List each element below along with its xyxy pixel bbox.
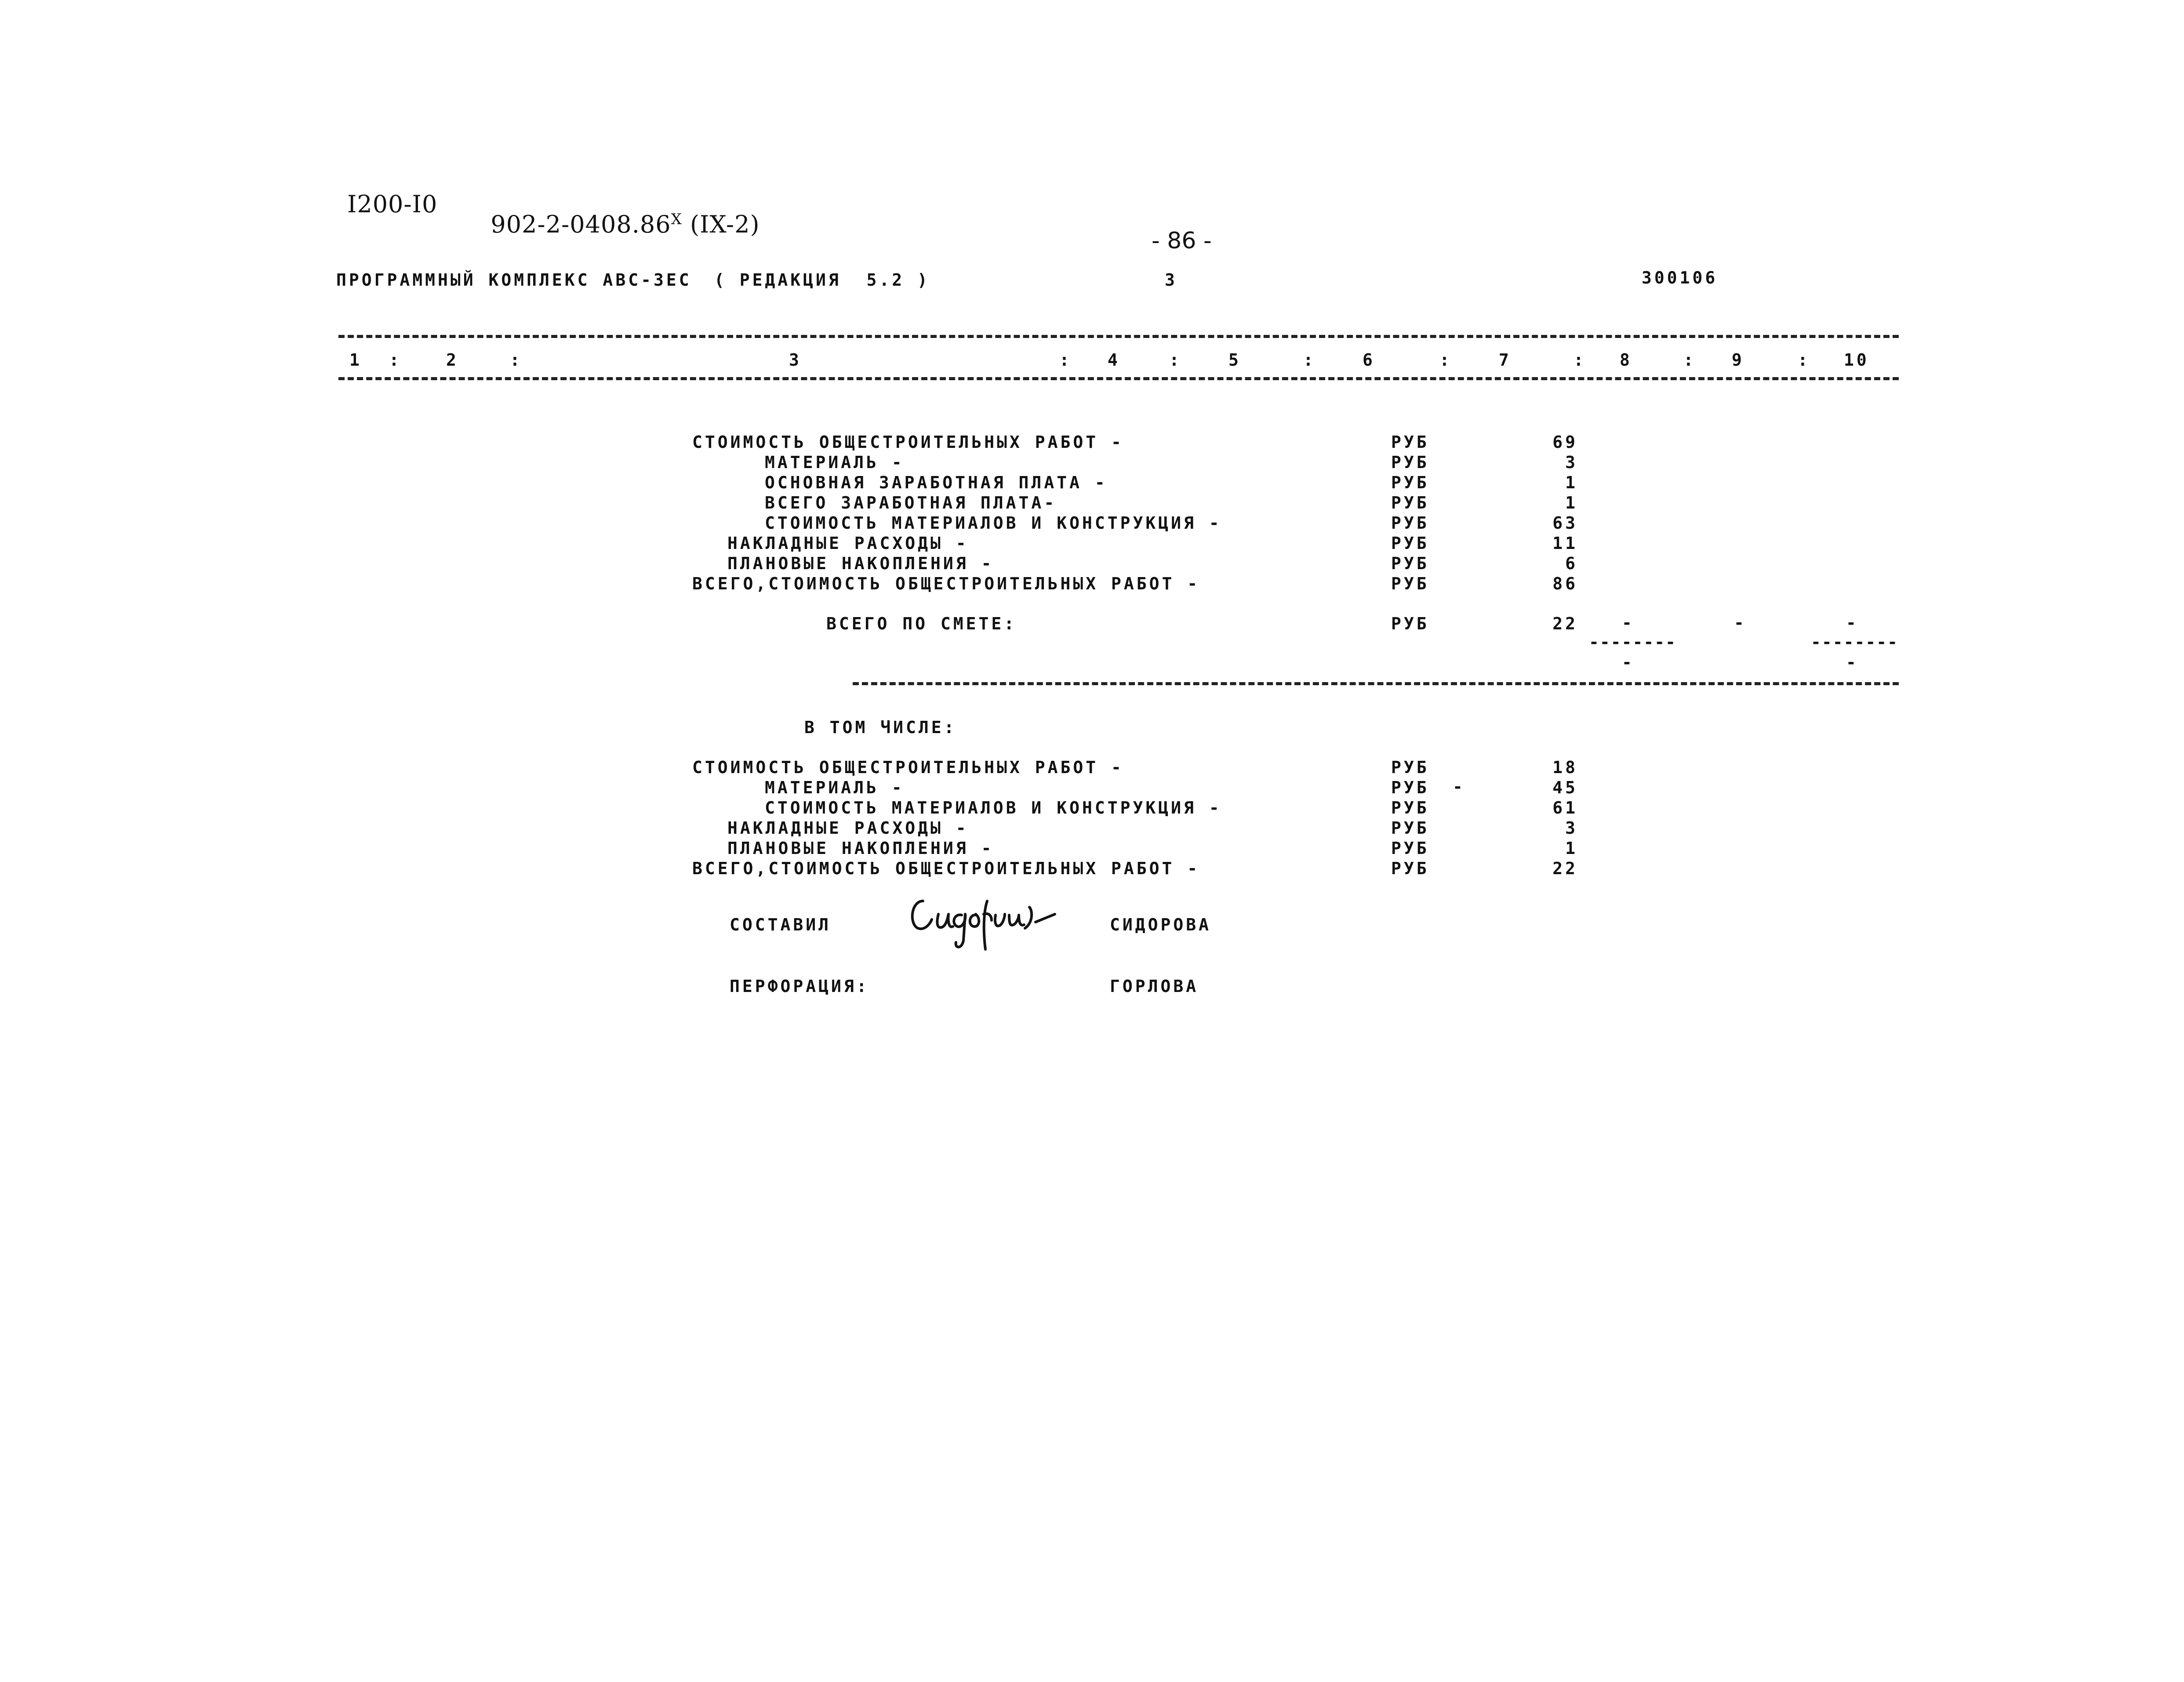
column-header-6: 6 xyxy=(1363,350,1375,370)
row-value: 69 xyxy=(1552,432,1578,452)
row-unit: РУБ xyxy=(1391,574,1429,593)
column-header-8: 8 xyxy=(1620,350,1632,370)
row-label: ВСЕГО,СТОИМОСТЬ ОБЩЕСТРОИТЕЛЬНЫХ РАБОТ - xyxy=(692,859,1200,878)
column-sep-6: : xyxy=(1439,350,1452,370)
total-underline-col10: -------- xyxy=(1811,632,1899,652)
row-label: ПЛАНОВЫЕ НАКОПЛЕНИЯ - xyxy=(727,554,994,573)
row-unit: РУБ xyxy=(1391,432,1429,452)
program-edition: ( РЕДАКЦИЯ 5.2 ) xyxy=(714,270,930,290)
column-sep-8: : xyxy=(1683,350,1696,370)
row-label: СТОИМОСТЬ МАТЕРИАЛОВ И КОНСТРУКЦИЯ - xyxy=(765,513,1222,533)
row-label: МАТЕРИАЛЬ - xyxy=(765,778,905,797)
header-rule-top xyxy=(338,335,1899,338)
column-header-3: 3 xyxy=(789,350,802,370)
total-label: ВСЕГО ПО СМЕТЕ: xyxy=(826,614,1017,633)
row-label: ВСЕГО ЗАРАБОТНАЯ ПЛАТА- xyxy=(765,493,1057,512)
row-label: СТОИМОСТЬ ОБЩЕСТРОИТЕЛЬНЫХ РАБОТ - xyxy=(692,432,1124,452)
in-total-label: В ТОМ ЧИСЛЕ: xyxy=(804,718,957,737)
sheet-number: 3 xyxy=(1165,270,1177,290)
row-value: 3 xyxy=(1565,453,1578,472)
column-sep-4: : xyxy=(1169,350,1182,370)
project-number: 902-2-0408.86 xyxy=(491,211,671,238)
row-label: НАКЛАДНЫЕ РАСХОДЫ - xyxy=(727,818,969,838)
row-value: 3 xyxy=(1565,818,1578,838)
perforation-name: ГОРЛОВА xyxy=(1110,977,1199,996)
project-superscript: X xyxy=(671,211,682,228)
row-unit: РУБ xyxy=(1391,534,1429,553)
column-sep-9: : xyxy=(1798,350,1810,370)
row-label: СТОИМОСТЬ МАТЕРИАЛОВ И КОНСТРУКЦИЯ - xyxy=(765,798,1222,817)
row-unit: РУБ xyxy=(1391,493,1429,512)
handwritten-signature xyxy=(905,888,1064,954)
column-sep-5: : xyxy=(1303,350,1316,370)
row-label: ПЛАНОВЫЕ НАКОПЛЕНИЯ - xyxy=(727,839,994,858)
compiled-name: СИДОРОВА xyxy=(1110,915,1212,934)
header-rule-bottom xyxy=(338,377,1899,380)
row-value: 22 xyxy=(1552,859,1578,878)
column-sep-1: : xyxy=(389,350,402,370)
project-code xyxy=(475,188,760,236)
total-dash-col8: - xyxy=(1622,613,1635,632)
row-unit: РУБ xyxy=(1391,798,1429,817)
column-header-7: 7 xyxy=(1499,350,1512,370)
row-label: ОСНОВНАЯ ЗАРАБОТНАЯ ПЛАТА - xyxy=(765,473,1108,492)
row-label: МАТЕРИАЛЬ - xyxy=(765,453,905,472)
row-value: 45 xyxy=(1552,778,1578,797)
total-underline-col8: -------- xyxy=(1589,632,1677,652)
program-title: ПРОГРАММНЫЙ КОМПЛЕКС АВС-3ЕС xyxy=(336,270,692,290)
column-header-5: 5 xyxy=(1228,350,1241,370)
compiled-label: СОСТАВИЛ xyxy=(730,915,832,934)
column-header-2: 2 xyxy=(446,350,459,370)
row-value: 11 xyxy=(1552,534,1578,553)
row-unit: РУБ xyxy=(1391,513,1429,533)
row-unit: РУБ xyxy=(1391,453,1429,472)
row-label: НАКЛАДНЫЕ РАСХОДЫ - xyxy=(727,534,969,553)
stamp-code: I200-I0 xyxy=(347,190,438,218)
total-subdash-col8: - xyxy=(1622,653,1635,672)
row-value: 1 xyxy=(1565,493,1578,512)
project-suffix: (IX-2) xyxy=(690,211,760,238)
column-sep-3: : xyxy=(1059,350,1072,370)
total-unit: РУБ xyxy=(1391,614,1429,633)
row-value: 1 xyxy=(1565,839,1578,858)
row-value: 6 xyxy=(1565,554,1578,573)
column-header-9: 9 xyxy=(1732,350,1744,370)
column-header-10: 10 xyxy=(1844,350,1869,370)
row-value: 18 xyxy=(1552,758,1578,777)
total-value: 22 xyxy=(1552,614,1578,633)
row-value: 63 xyxy=(1552,513,1578,533)
row-label: ВСЕГО,СТОИМОСТЬ ОБЩЕСТРОИТЕЛЬНЫХ РАБОТ - xyxy=(692,574,1200,593)
row-value: 61 xyxy=(1552,798,1578,817)
row-unit: РУБ xyxy=(1391,818,1429,838)
total-rule xyxy=(853,682,1899,685)
column-sep-2: : xyxy=(510,350,523,370)
row-unit: РУБ xyxy=(1391,778,1429,797)
column-header-4: 4 xyxy=(1108,350,1120,370)
perforation-label: ПЕРФОРАЦИЯ: xyxy=(730,977,869,996)
total-dash-col10: - xyxy=(1846,613,1859,632)
row-unit: РУБ xyxy=(1391,859,1429,878)
document-code: 300106 xyxy=(1642,268,1718,287)
row-dash: - xyxy=(1453,777,1465,796)
row-unit: РУБ xyxy=(1391,839,1429,858)
row-unit: РУБ xyxy=(1391,473,1429,492)
row-label: СТОИМОСТЬ ОБЩЕСТРОИТЕЛЬНЫХ РАБОТ - xyxy=(692,758,1124,777)
column-header-1: 1 xyxy=(349,350,362,370)
row-value: 1 xyxy=(1565,473,1578,492)
row-value: 86 xyxy=(1552,574,1578,593)
column-sep-7: : xyxy=(1573,350,1586,370)
row-unit: РУБ xyxy=(1391,758,1429,777)
page-number: - 86 - xyxy=(1152,228,1212,254)
total-dash-col9: - xyxy=(1734,613,1747,632)
row-unit: РУБ xyxy=(1391,554,1429,573)
total-subdash-col10: - xyxy=(1846,653,1859,672)
